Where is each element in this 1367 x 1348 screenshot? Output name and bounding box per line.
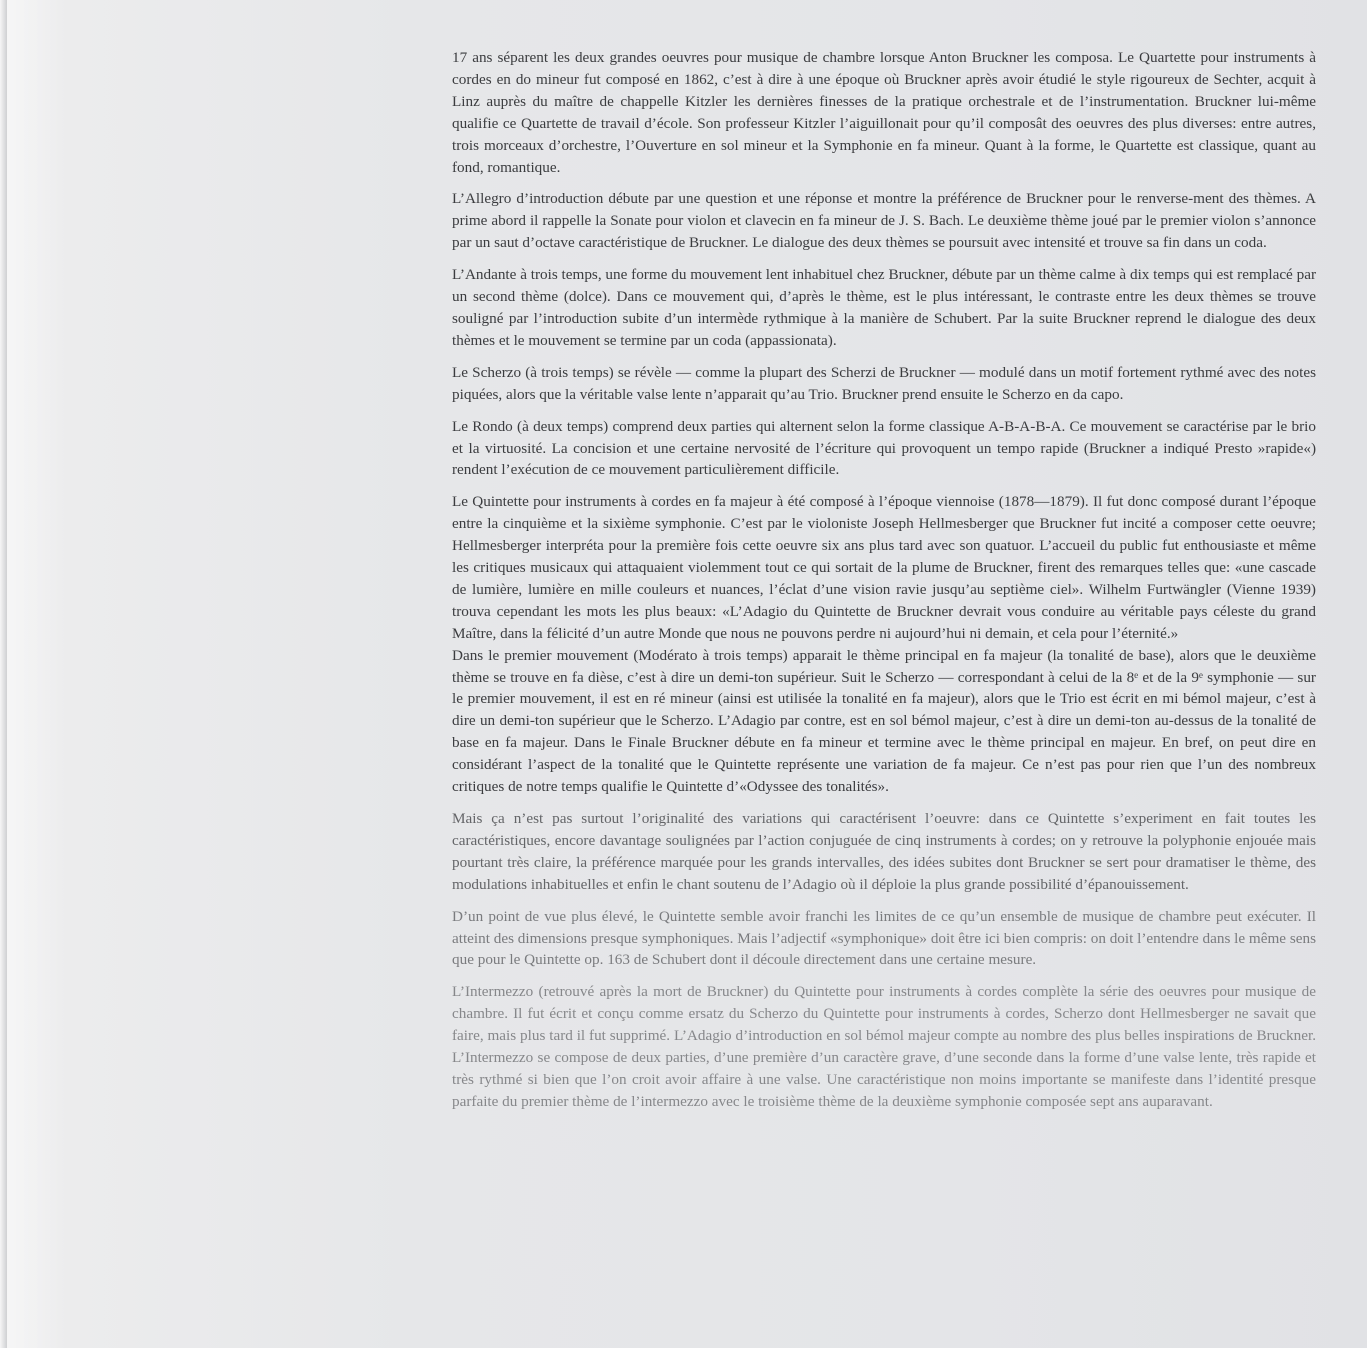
paragraph-andante: L’Andante à trois temps, une forme du mouvement lent inhabituel chez Bruckner, débute par un thème calme à dix temps qui est remplacé par un second thème (dolce). Dans ce mouvement qui, d’après le thème, est le plus intéressant, le contraste entre les deux thèmes se trouve souligné par l’introduction subite d’un intermède rythmique à la manière de Schubert. Par la suite Bruckner reprend le dialogue des deux thèmes et le mouvement se termine par un coda (appassionata). <box>452 266 1316 349</box>
paragraph-intermezzo: L’Intermezzo (retrouvé après la mort de Bruckner) du Quintette pour instruments à cordes complète la série des oeuvres pour musique de chambre. Il fut écrit et conçu comme ersatz du Scherzo du Quintette pour instruments à cordes, Scherzo dont Hellmesberger ne savait que faire, mais plus tard il fut supprimé. L’Adagio d’introduction en sol bémol majeur compte au nombre des plus belles inspirations de Bruckner. L’Intermezzo se compose de deux parties, d’une première d’un caractère grave, d’une seconde dans la forme d’une valse lente, très rapide et très rythmé si bien que l’on croit avoir affaire à une valse. Une caractéristique non moins importante se manifeste dans l’identité presque parfaite du premier thème de l’intermezzo avec le troisième thème de la deuxième symphonie composée sept ans auparavant. <box>452 983 1316 1110</box>
liner-notes-text <box>452 47 1316 1123</box>
paragraph-rondo: Le Rondo (à deux temps) comprend deux parties qui alternent selon la forme classique A-B-A-B-A. Ce mouvement se caractérise par le brio et la virtuosité. La concision et une certaine nervosité de l’écriture qui provoquent un tempo rapide (Bruckner a indiqué Presto »rapide«) rendent l’exécution de ce mouvement particulièrement difficile. <box>452 417 1316 479</box>
paragraph-allegro: L’Allegro d’introduction débute par une question et une réponse et montre la préférence de Bruckner pour le renverse-ment des thèmes. A prime abord il rappelle la Sonate pour violon et clavecin en fa mineur de J. S. Bach. Le deuxième thème joué par le premier violon s’annonce par un saut d’octave caractéristique de Bruckner. Le dialogue des deux thèmes se poursuit avec intensité et trouve sa fin dans un coda. <box>452 190 1316 252</box>
paragraph-scherzo: Le Scherzo (à trois temps) se révèle — comme la plupart des Scherzi de Bruckner — modulé dans un motif fortement rythmé avec des notes piquées, alors que la véritable valse lente n’apparait qu’au Trio. Bruckner prend ensuite le Scherzo en da capo. <box>452 363 1316 403</box>
paragraph-quartette-intro: 17 ans séparent les deux grandes oeuvres pour musique de chambre lorsque Anton Bruckner les composa. Le Quartette pour instruments à cordes en do mineur fut composé en 1862, c’est à dire à une époque où Bruckner après avoir étudié le style rigoureux de Sechter, acquit à Linz auprès du maître de chappelle Kitzler les dernières finesses de la pratique orchestrale et de l’instrumentation. Bruckner lui-même qualifie ce Quartette de travail d’école. Son professeur Kitzler l’aiguillonait pour qu’il composât des oeuvres des plus diverses: entre autres, trois morceaux d’orchestre, l’Ouverture en sol mineur et la Symphonie en fa mineur. Quant à la forme, le Quartette est classique, quant au fond, romantique. <box>452 49 1316 176</box>
page-spine <box>0 0 7 1348</box>
paragraph-quintette-intro: Le Quintette pour instruments à cordes en fa majeur à été composé à l’époque viennoise (1878—1879). Il fut donc composé durant l’époque entre la cinquième et la sixième symphonie. C’est par le violoniste Joseph Hellmesberger que Bruckner fut incité a composer cette oeuvre; Hellmesberger interpréta pour la première fois cette oeuvre six ans plus tard avec son quatuor. L’accueil du public fut enthousiaste et même les critiques musicaux qui attaquaient violemment tout ce qui sortait de la plume de Bruckner, firent des remarques telles que: «une cascade de lumière, lumière en mille couleurs et nuances, l’éclat d’une vision ravie jusqu’au septième ciel». Wilhelm Furtwängler (Vienne 1939) trouva cependant les mots les plus beaux: «L’Adagio du Quintette de Bruckner devrait vous conduire au véritable pays céleste du grand Maître, dans la félicité d’un autre Monde que nous ne pouvons perdre ni aujourd’hui ni demain, et cela pour l’éternité.» <box>452 493 1316 642</box>
page-sheen <box>7 0 67 1348</box>
paragraph-quintette-originality: Mais ça n’est pas surtout l’originalité des variations qui caractérisent l’oeuvre: dans ce Quintette s’experiment en fait toutes les caractéristiques, encore davantage soulignées par l’action conjuguée de cinq instruments à cordes; on y retrouve la polyphonie enjouée mais pourtant très claire, la préférence marquée pour les grands intervalles, des idées subites dont Bruckner se sert pour dramatiser le thème, des modulations inhabituelles et enfin le chant soutenu de l’Adagio où il déploie la plus grande possibilité d’épanouissement. <box>452 810 1316 893</box>
paragraph-quintette-tonality: Dans le premier mouvement (Modérato à trois temps) apparait le thème principal en fa majeur (la tonalité de base), alors que le deuxième thème se trouve en fa dièse, c’est à dire un demi-ton supérieur. Suit le Scherzo — correspondant à celui de la 8ᵉ et de la 9ᵉ symphonie — sur le premier mouvement, il est en ré mineur (ainsi est utilisée la tonalité en fa majeur), alors que le Trio est écrit en mi bémol majeur, c’est à dire un demi-ton supérieur que le Scherzo. L’Adagio par contre, est en sol bémol majeur, c’est à dire un demi-ton au-dessus de la tonalité de base en fa majeur. Dans le Finale Bruckner débute en fa mineur et termine avec le thème principal en majeur. En bref, on peut dire en considérant l’aspect de la tonalité que le Quintette représente une variation de fa majeur. Ce n’est pas pour rien que l’un des nombreux critiques de notre temps qualifie le Quintette d’«Odyssee des tonalités». <box>452 646 1316 796</box>
paragraph-quintette-symphonic: D’un point de vue plus élevé, le Quintette semble avoir franchi les limites de ce qu’un ensemble de musique de chambre peut exécuter. Il atteint des dimensions presque symphoniques. Mais l’adjectif «symphonique» doit être ici bien compris: on doit l’entendre dans le même sens que pour le Quintette op. 163 de Schubert dont il découle directement dans une certaine mesure. <box>452 907 1316 969</box>
